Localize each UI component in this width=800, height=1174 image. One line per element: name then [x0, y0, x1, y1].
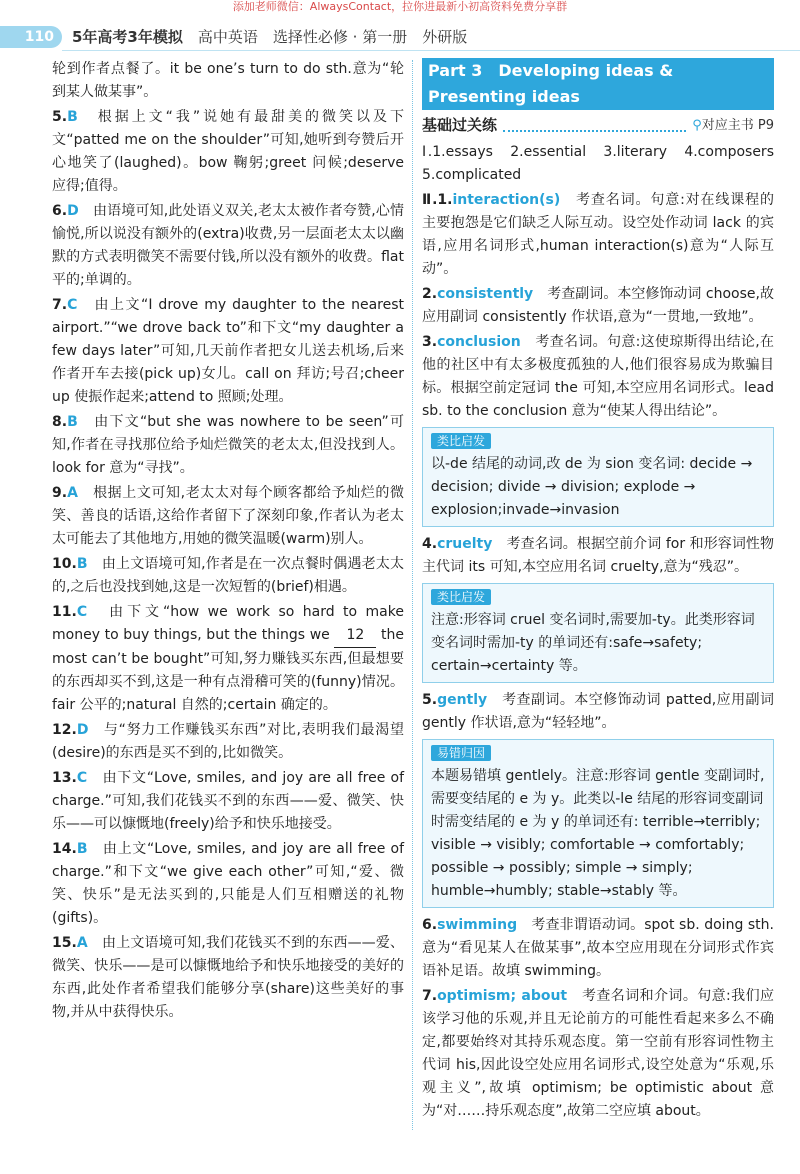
tip-box	[422, 583, 774, 683]
answer-item: 3.conclusion 考查名词。句意:这使琼斯得出结论,在他的社区中有太多极度孤独的人,他们很容易成为欺骗目标。根据空前定冠词 the 可知,本空应用名词形式。lead sb. to the conclusion 意为“使某人得出结论”。	[422, 334, 775, 419]
blank-12: 12	[334, 624, 376, 648]
answer-item: 7.optimism; about 考查名词和介词。句意:我们应该学习他的乐观,并且无论前方的可能性看起来多么不确定,都要始终对其持乐观态度。第一空前有形容词性物主代词 his,因此设空处应用名词形式,设空处意为“乐观,乐观主义”,故填 optimism; be optimistic about 意为“对……持乐观态度”,故第二空应填 about。	[422, 988, 775, 1119]
answer-item: Ⅰ.1.essays 2.essential 3.literary 4.composers 5.complicated	[422, 144, 788, 183]
book-title-bold: 5年高考3年模拟	[72, 28, 183, 46]
page-number: 110	[0, 26, 62, 48]
tip-text: 以-de 结尾的动词,改 de 为 sion 变名词: decide → decision; divide → division; explode → explosion;invade→invasion	[431, 456, 753, 518]
answer-item: 14.B 由上文“Love, smiles, and joy are all free of charge.”和下文“we give each other”可知,“爱、微笑、快乐”是无法买到的,只能是人们互相赠送的礼物(gifts)。	[52, 841, 404, 926]
answer-item: 7.C 由上文“I drove my daughter to the nearest airport.”“we drove back to”和下文“my daughter a few days later”可知,几天前作者把女儿送去机场,后来作者开车去接(pick up)女儿。call on 拜访;号召;cheer up 使振作起来;attend to 照顾;处理。	[52, 297, 405, 405]
column-divider	[412, 60, 413, 1130]
answer-item: 4.cruelty 考查名词。根据空前介词 for 和形容词性物主代词 its 可知,本空应用名词 cruelty,意为“残忍”。	[422, 536, 775, 575]
book-title	[72, 26, 467, 48]
answer-item: 6.D 由语境可知,此处语义双关,老太太被作者夸赞,心情愉悦,所以说没有额外的(extra)收费,另一层面老太太以幽默的方式表明微笑不需要付钱,所以没有额外的收费。flat 平的;单调的。	[52, 203, 405, 288]
answer-item: 8.B 由下文“but she was nowhere to be seen”可知,作者在寻找那位给予灿烂微笑的老太太,但没找到人。look for 意为“寻找”。	[52, 414, 404, 476]
section-header	[422, 114, 774, 137]
answer-item: Ⅱ.1.interaction(s) 考查名词。句意:对在线课程的主要抱怨是它们缺乏人际互动。设空处作动词 lack 的宾语,应用名词形式,human interaction(s)意为“人际互动”。	[422, 192, 774, 277]
watermark: 添加老师微信：AlwaysContact，拉你进最新小初高资料免费分享群	[232, 0, 568, 13]
mistake-text: 本题易错填 gentlely。注意:形容词 gentle 变副词时,需要变结尾的 e 为 y。此类以-le 结尾的形容词变副词时需变结尾的 e 为 y 的单词还有: terrible→terribly; visible → visibly; comfortable → comfortably; possible → possibly; simple → simply; humble→humbly; stable→stably 等。	[431, 768, 765, 899]
answer-item: 11.C 由下文“how we work so hard to make money to buy things, but the things we 12 the most can’t be bought”可知,努力赚钱买东西,但最想要的东西却买不到,这是一种有点滑稽可笑的(funny)情况。fair 公平的;natural 自然的;certain 确定的。	[52, 604, 404, 713]
section-ref: ⚲对应主书 P9	[692, 118, 774, 133]
section-title: 基础过关练	[422, 116, 498, 134]
header-rule	[62, 50, 800, 51]
tip-label: 类比启发	[431, 589, 491, 605]
answer-item: 2.consistently 考查副词。本空修饰动词 choose,故应用副词 consistently 作状语,意为“一贯地,一致地”。	[422, 286, 774, 325]
answer-item: 9.A 根据上文可知,老太太对每个顾客都给予灿烂的微笑、善良的话语,这给作者留下了深刻印象,作者认为老太太可能去了其他地方,用她的微笑温暖(warm)别人。	[52, 485, 404, 547]
tip-label: 类比启发	[431, 433, 491, 449]
answer-item: 5.B 根据上文“我”说她有最甜美的微笑以及下文“patted me on the shoulder”可知,她听到夸赞后开心地笑了(laughed)。bow 鞠躬;greet 问候;deserve 应得;值得。	[52, 109, 404, 194]
mistake-label: 易错归因	[431, 745, 491, 761]
mistake-box	[422, 739, 774, 908]
answer-item: 轮到作者点餐了。it be one’s turn to do sth.意为“轮到某人做某事”。	[52, 61, 404, 100]
answer-item: 5.gently 考查副词。本空修饰动词 patted,应用副词 gently 作状语,意为“轻轻地”。	[422, 692, 774, 731]
book-title-rest: 高中英语 选择性必修 · 第一册 外研版	[197, 28, 468, 46]
answer-item: 12.D 与“努力工作赚钱买东西”对比,表明我们最渴望(desire)的东西是买不到的,比如微笑。	[52, 722, 404, 761]
answer-item: 6.swimming 考查非谓语动词。spot sb. doing sth.意为“看见某人在做某事”,故本空应用现在分词形式作宾语补足语。故填 swimming。	[422, 917, 774, 979]
tip-box	[422, 427, 774, 527]
page-header	[0, 22, 800, 54]
answer-item: 13.C 由下文“Love, smiles, and joy are all free of charge.”可知,我们花钱买不到的东西——爱、微笑、快乐——可以慷慨地(freely)给予和快乐地接受。	[52, 770, 404, 832]
tip-text: 注意:形容词 cruel 变名词时,需要加-ty。此类形容词变名词时需加-ty 的单词还有:safe→safety; certain→certainty 等。	[431, 612, 755, 674]
left-column	[52, 58, 404, 1026]
dotted-leader	[503, 120, 686, 132]
part-title: Part 3 Developing ideas & Presenting ideas	[422, 58, 774, 110]
right-column	[422, 58, 788, 1125]
answer-item: 10.B 由上文语境可知,作者是在一次点餐时偶遇老太太的,之后也没找到她,这是一次短暂的(brief)相遇。	[52, 556, 405, 595]
answer-item: 15.A 由上文语境可知,我们花钱买不到的东西——爱、微笑、快乐——是可以慷慨地给予和快乐地接受的美好的东西,此处作者希望我们能够分享(share)这些美好的事物,并从中获得快乐。	[52, 935, 405, 1020]
search-icon: ⚲	[692, 118, 702, 133]
